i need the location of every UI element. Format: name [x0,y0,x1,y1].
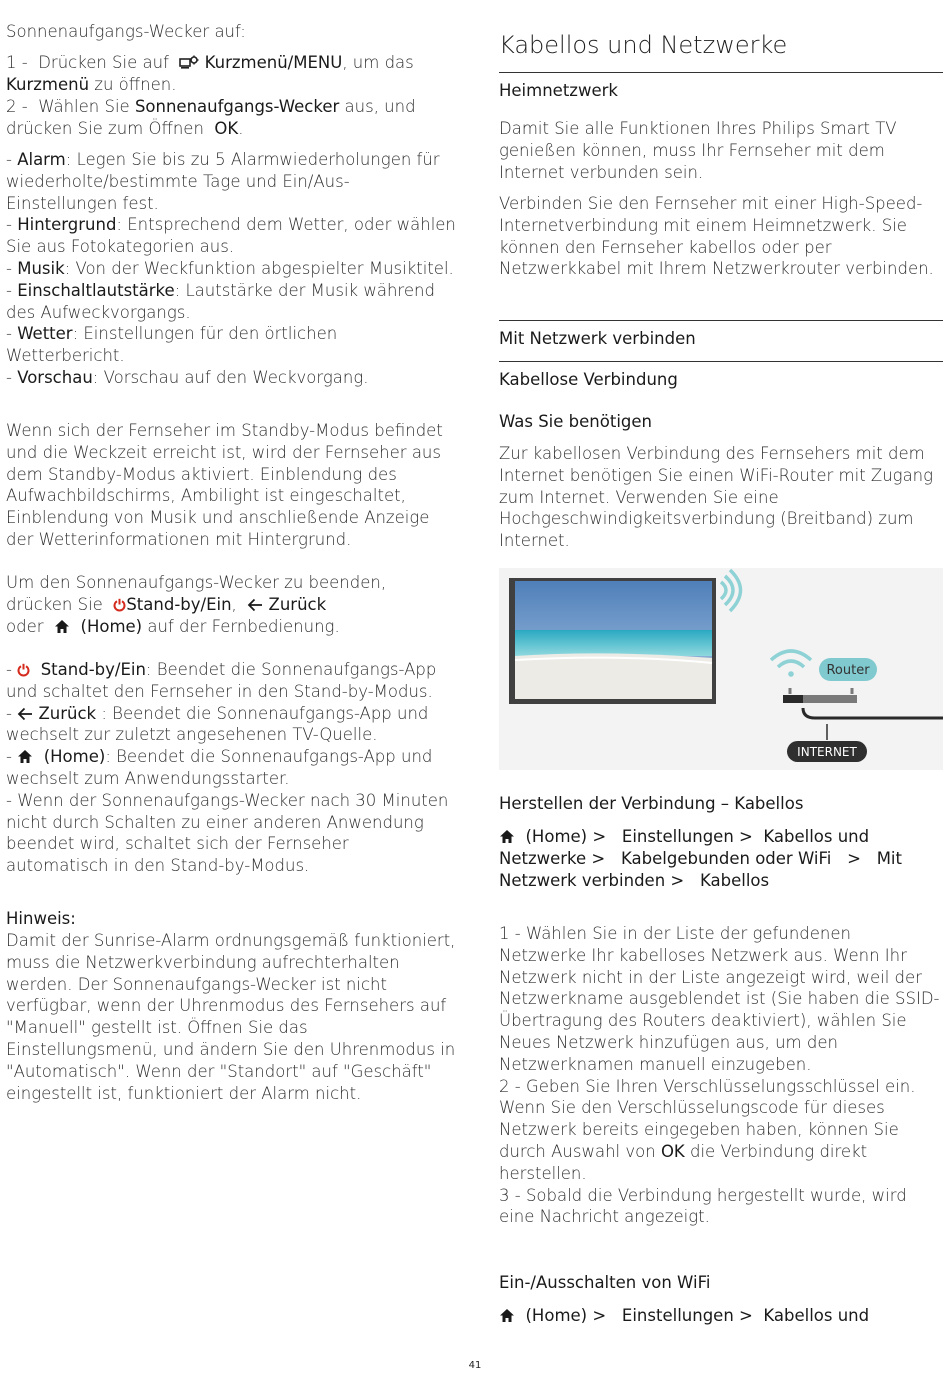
home-icon [17,749,33,764]
svg-text:INTERNET: INTERNET [797,745,857,759]
back-arrow-icon [247,598,263,612]
option-weather: - Wetter: Einstellungen für den örtlichen Wetterbericht. [6,324,338,366]
svg-text:Router: Router [826,663,870,678]
menu-path-wifi: (Home) > Einstellungen > Kabellos und [499,1305,943,1327]
standby-paragraph: Wenn sich der Fernseher im Standby-Modus befindet und die Weckzeit erreicht ist, wird der Fernseher aus dem Standby-Modus aktiviert. Einblendung des Aufwachbildschirms, Ambilight ist eingeschaltet, Einblendung von Musik und anschließende Anzeige der Wetterinformationen mit Hintergrund. [6,421,443,549]
connect-title: Herstellen der Verbindung – Kabellos [499,794,804,813]
connect-step-1: 1 - Wählen Sie in der Liste der gefundenen Netzwerke Ihr kabelloses Netzwerk aus. Wenn Ihr Netzwerk nicht in der Liste angezeigt wird, weil der Netzwerkname ausgeblendet ist (Sie haben die SSID-Übertragung des Routers deaktiviert), wählen Sie Neues Netzwerk hinzufügen aus, um den Netzwerknamen manuell einzugeben. [499,924,940,1074]
option-preview: - Vorschau: Vorschau auf den Weckvorgang. [6,367,369,387]
need-text: Zur kabellosen Verbindung des Fernsehers mit dem Internet benötigen Sie einen WiFi-Router mit Zugang zum Internet. Verwenden Sie eine Hochgeschwindigkeitsverbindung (Breitband) zum Internet. [499,444,934,551]
options-list [6,149,456,389]
option-alarm: - Alarm: Legen Sie bis zu 5 Alarmwiederholungen für wiederholte/bestimmte Tage und Ein/Aus-Einstellungen fest. [6,150,440,213]
step-1: 1 - Drücken Sie auf Kurzmenü/MENU, um das Kurzmenü zu öffnen. [6,53,414,94]
home-network-p2: Verbinden Sie den Fernseher mit einer High-Speed-Internetverbindung mit einem Heimnetzwerk. Sie können den Fernseher kabellos oder per Netzwerkkabel mit Ihrem Netzwerkrouter verbinden. [499,194,934,279]
button-home-desc: - (Home): Beendet die Sonnenaufgangs-App und wechselt zum Anwendungsstarter. [6,747,433,788]
timeout-text: - Wenn der Sonnenaufgangs-Wecker nach 30 Minuten nicht durch Schalten zu einer anderen Anwendung beendet wird, schaltet sich der Fernseher automatisch in den Stand-by-Modus. [6,790,449,876]
intro-text: Sonnenaufgangs-Wecker auf: [6,22,246,41]
menu-path-connect: (Home) > Einstellungen > Kabellos und Netzwerke > Kabelgebunden oder WiFi > Mit Netzwerk verbinden > Kabellos [499,827,902,890]
section-title-wireless: Kabellose Verbindung [499,370,678,389]
divider [499,361,943,362]
end-paragraph: Um den Sonnenaufgangs-Wecker zu beenden, drücken Sie Stand-by/Ein, Zurück oder (Home) auf der Fernbedienung. [6,573,387,636]
note-text: Damit der Sunrise-Alarm ordnungsgemäß funktioniert, muss die Netzwerkverbindung aufrechterhalten werden. Der Sonnenaufgangs-Wecker ist nicht verfügbar, wenn der Uhrenmodus des Fernsehers auf "Manuell" gestellt ist. Öffnen Sie das Einstellungsmenü, und ändern Sie den Uhrenmodus in "Automatisch". Wenn der "Standort" auf "Geschäft" eingestellt ist, funktioniert der Alarm nicht. [6,931,456,1103]
home-network-p1: Damit Sie alle Funktionen Ihres Philips Smart TV genießen können, muss Ihr Fernseher mit dem Internet verbunden sein. [499,119,897,182]
wifi-toggle-title: Ein-/Ausschalten von WiFi [499,1273,711,1292]
buttons-list [6,659,456,877]
home-icon [499,829,515,844]
step-2: 2 - Wählen Sie Sonnenaufgangs-Wecker aus, und drücken Sie zum Öffnen OK. [6,97,416,138]
chapter-title: Kabellos und Netzwerke [499,31,788,59]
tv-picture [509,578,716,704]
divider [499,72,943,73]
wireless-diagram [499,568,943,770]
quick-menu-icon [179,55,199,70]
connect-step-2: 2 - Geben Sie Ihren Verschlüsselungsschlüssel ein. Wenn Sie den Verschlüsselungscode für dieses Netzwerk bereits eingegeben haben, können Sie durch Auswahl von OK die Verbindung direkt herstellen. [499,1076,916,1183]
section-title-connect: Mit Netzwerk verbinden [499,329,696,348]
need-title: Was Sie benötigen [499,412,652,431]
button-back-desc: - Zurück : Beendet die Sonnenaufgangs-App und wechselt zur zuletzt angesehenen TV-Quelle. [6,703,429,745]
option-volume: - Einschaltlautstärke: Lautstärke der Musik während des Aufweckvorgangs. [6,280,435,322]
section-title-home-network: Heimnetzwerk [499,81,618,100]
home-icon [54,619,70,634]
connect-step-3: 3 - Sobald die Verbindung hergestellt wurde, wird eine Nachricht angezeigt. [499,1185,907,1227]
home-icon [499,1308,515,1323]
power-icon [17,663,30,677]
divider [499,320,943,321]
power-icon [113,598,126,612]
note-title: Hinweis: [6,909,76,928]
option-background: - Hintergrund: Entsprechend dem Wetter, oder wählen Sie aus Fotokategorien aus. [6,215,456,257]
page-number: 41 [468,1360,482,1371]
back-arrow-icon [17,707,33,721]
button-standby-desc: - Stand-by/Ein: Beendet die Sonnenaufgangs-App und schaltet den Fernseher in den Stand-by-Modus. [6,660,437,701]
option-music: - Musik: Von der Weckfunktion abgespielter Musiktitel. [6,258,454,278]
connect-steps [499,923,943,1228]
